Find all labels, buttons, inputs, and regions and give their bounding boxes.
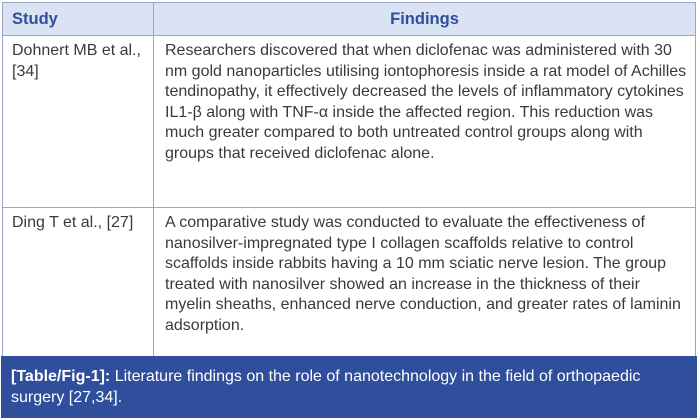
table-header-row bbox=[3, 3, 696, 36]
findings-cell: A comparative study was conducted to evaluate the effectiveness of nanosilver-impregnated type I collagen scaffolds relative to control scaffolds inside rabbits having a 10 mm sciatic nerve lesion. The group treated with nanosilver showed an increase in the thickness of their myelin sheaths, enhanced nerve conduction, and greater rates of laminin adsorption. bbox=[154, 208, 696, 358]
figure-caption bbox=[1, 356, 697, 418]
header-study: Study bbox=[3, 3, 154, 36]
caption-label: [Table/Fig-1]: bbox=[11, 368, 111, 385]
header-findings: Findings bbox=[154, 3, 696, 36]
study-cell: Dohnert MB et al., [34] bbox=[3, 36, 154, 208]
caption-text: Literature findings on the role of nanotechnology in the field of orthopaedic surgery [27,34]. bbox=[11, 368, 641, 406]
findings-cell: Researchers discovered that when diclofenac was administered with 30 nm gold nanoparticles utilising iontophoresis inside a rat model of Achilles tendinopathy, it effectively decreased the levels of inflammatory cytokines IL1-β along with TNF-α inside the affected region. This reduction was much greater compared to both untreated control groups along with groups that received diclofenac alone. bbox=[154, 36, 696, 208]
study-cell: Ding T et al., [27] bbox=[3, 208, 154, 358]
table-row bbox=[3, 36, 696, 208]
table-row bbox=[3, 208, 696, 358]
literature-table bbox=[2, 2, 696, 358]
